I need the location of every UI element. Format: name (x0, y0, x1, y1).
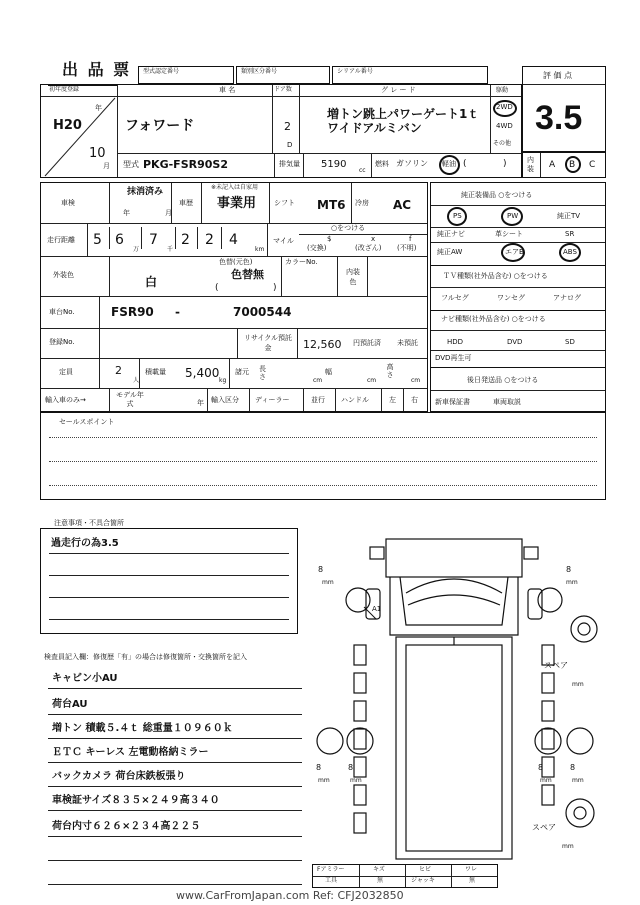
tire-unit: mm (318, 777, 330, 784)
doors-unit: D (287, 141, 293, 149)
mileage-km: km (255, 246, 265, 253)
displacement-label: 排気量 (279, 160, 300, 168)
first-reg-year-unit: 年 (95, 104, 102, 112)
displacement-value: 5190 (321, 159, 347, 170)
shift-label: シフト (274, 199, 295, 207)
divider (297, 328, 298, 358)
mile-label: マイル (273, 237, 294, 245)
tire-depth-rr2: 8 (570, 763, 576, 772)
tv-analog: アナログ (553, 294, 581, 302)
spare-tire-bottom-hub (574, 807, 586, 819)
category-box (236, 66, 330, 84)
equipment-panel (430, 182, 606, 412)
divider (109, 388, 110, 411)
divider (337, 256, 338, 296)
mileage-digit: 5 (93, 232, 102, 248)
inspector-line: バックカメラ 荷台床鉄板張り (52, 771, 186, 782)
cab-body (390, 577, 518, 635)
divider (99, 296, 100, 328)
inspector-rule (48, 884, 302, 885)
grade-label: グ レ ー ド (381, 86, 416, 94)
mileage-f: f (409, 235, 412, 243)
divider (403, 388, 404, 411)
tire-depth-rl2: 8 (348, 763, 354, 772)
repaint-label: 色替(元色) (219, 258, 253, 266)
model-year-label: モデル年式 (116, 391, 144, 408)
divider (99, 358, 100, 388)
legend-tools-value: 無 (377, 877, 384, 884)
windshield (400, 577, 508, 625)
equipment-line (431, 242, 605, 243)
seats-label: 定員 (59, 368, 73, 376)
tire-depth-fl: 8 (318, 565, 324, 574)
equip-aw: 純正AW (437, 248, 463, 256)
interior-a: A (549, 160, 556, 170)
fuel-gasoline: ガソリン (396, 159, 428, 168)
cargo-floor (406, 645, 502, 851)
mileage-dollar: $ (327, 235, 332, 243)
inspector-line: 車検証サイズ８３５×２４９高３４０ (52, 795, 220, 806)
type-cert-box (138, 66, 234, 84)
equip-sr: SR (565, 230, 575, 238)
legend-crack: ヒビ (419, 866, 432, 873)
form-title: 出 品 票 (62, 60, 132, 79)
legend-col (405, 865, 406, 887)
equipment-line (431, 227, 605, 228)
digit-divider (141, 227, 142, 249)
import-type-label: 輸入区分 (211, 396, 239, 404)
rail (354, 673, 366, 693)
mileage-digit: 4 (229, 232, 238, 248)
drive-2wd: 2WD (496, 103, 513, 111)
legend-col (359, 865, 360, 887)
equipment-line (431, 205, 605, 206)
navi-dvd: DVD (507, 338, 523, 346)
divider (381, 388, 382, 411)
sales-points-label: セールスポイント (59, 418, 115, 426)
rail (542, 757, 554, 777)
load-label: 積載量 (145, 368, 166, 376)
divider (351, 183, 352, 223)
divider (281, 256, 282, 296)
recycle-label: リサイクル預託金 (243, 334, 293, 352)
divider (299, 85, 300, 153)
inspector-line: キャビン小AU (52, 673, 118, 684)
history-value: 事業用 (217, 196, 257, 211)
notes-rule (49, 597, 289, 598)
interior-color-label: 内装色 (346, 268, 360, 286)
inspector-line: 増トン 積載５.４ｔ 総重量１０９６０ｋ (52, 723, 233, 734)
vehicle-block (40, 84, 522, 178)
mileage-unknown: (不明) (397, 244, 417, 252)
tire-depth-rr1: 8 (538, 763, 544, 772)
legend-table (312, 864, 498, 888)
equip-ps: PS (453, 212, 462, 220)
interior-c: C (589, 160, 596, 170)
serial-label: シリアル番号 (337, 68, 373, 75)
legend-jack: ジャッキ (411, 877, 435, 884)
inspector-label: 検査員記入欄：修復歴「有」の場合は修復箇所・交換箇所を記入 (44, 653, 247, 661)
mileage-digit: 6 (115, 232, 124, 248)
first-reg-month: 10 (89, 146, 106, 161)
steering-label: ハンドル (341, 396, 369, 404)
equipment-line (431, 330, 605, 331)
divider (272, 85, 273, 153)
tv-fullseg: フルセグ (441, 294, 469, 302)
sales-line (49, 461, 597, 462)
history-note: ※未記入は自家用 (211, 184, 259, 191)
legend-jack-value: 無 (469, 877, 476, 884)
tire-depth-fr: 8 (566, 565, 572, 574)
divider (335, 388, 336, 411)
drive-4wd: 4WD (496, 122, 513, 130)
divider (303, 388, 304, 411)
equipment-line (431, 367, 605, 368)
rear-left-outer-tire (317, 728, 343, 754)
notes-rule (49, 619, 289, 620)
name-label: 車 名 (219, 86, 236, 94)
mileage-x: x (371, 235, 376, 243)
inspector-rule (48, 688, 302, 689)
equip-ps-circle (447, 207, 467, 226)
tire-depth-rl1: 8 (316, 763, 322, 772)
divider (267, 223, 268, 256)
equipment-line (431, 265, 605, 266)
mileage-man: 万 (133, 246, 140, 253)
grade-value: 増トン跳上パワーゲート1ｔワイドアルミバン (327, 107, 480, 135)
fuel-diesel: 軽油 (442, 160, 456, 168)
tire-unit: mm (540, 777, 552, 784)
left-mirror (370, 547, 384, 559)
rail (354, 813, 366, 833)
row-line (41, 223, 427, 224)
legend-scratch: キズ (373, 866, 385, 873)
recycle-amount: 12,560 (303, 338, 342, 351)
damage-mark-a1: A1 (372, 605, 382, 613)
first-reg-era: H20 (53, 118, 82, 133)
divider (139, 358, 140, 388)
steering-left: 左 (389, 396, 396, 404)
spare-tire-bottom (566, 799, 594, 827)
rail (354, 701, 366, 721)
chassis-label: 車台No. (49, 308, 75, 316)
equipment-line (431, 310, 605, 311)
divider (207, 388, 208, 411)
first-reg-label: 初年度登録 (49, 86, 80, 93)
width-label: 幅 (325, 368, 332, 376)
mileage-digit: 2 (205, 232, 214, 248)
repaint-paren-open: ( (215, 283, 219, 293)
first-reg-month-unit: 月 (103, 162, 110, 170)
right-mirror (524, 547, 538, 559)
rail (542, 673, 554, 693)
cargo-body (396, 637, 512, 859)
inspection-status: 抹消済み (127, 187, 164, 197)
interior-b: B (569, 160, 576, 170)
mileage-exchange: (交換) (307, 244, 327, 252)
tire-unit: mm (562, 843, 574, 850)
inspector-line: 荷台AU (52, 699, 88, 710)
digit-divider (109, 227, 110, 249)
navi-hdd: HDD (447, 338, 464, 346)
category-label: 類別区分番号 (241, 68, 278, 75)
score-box (522, 66, 606, 152)
equipment-line (431, 287, 605, 288)
rear-right-outer-tire (567, 728, 593, 754)
load-value: 5,400 (185, 366, 220, 380)
mileage-sub-line (299, 234, 427, 235)
doors-label: ドア数 (274, 86, 292, 93)
inspector-line: ＥＴＣ キーレス 左電動格納ミラー (52, 747, 209, 758)
seats-unit: 人 (133, 377, 140, 384)
dvd-playback: DVD再生可 (435, 354, 472, 362)
divider (171, 183, 172, 223)
vehicle-name: フォワード (125, 118, 195, 134)
tire-unit: mm (350, 777, 362, 784)
cab-roof (386, 539, 522, 577)
doors-value: 2 (284, 120, 291, 133)
legend-col (451, 865, 452, 887)
length-label: 長さ (259, 365, 266, 381)
divider (109, 256, 110, 296)
dims-label: 諸元 (235, 368, 249, 376)
tire-unit: mm (572, 681, 584, 688)
equip-abs-circle (559, 243, 581, 262)
rear-right-inner-tire (535, 728, 561, 754)
ac-label: 冷房 (355, 199, 369, 207)
fuel-paren-close: ) (503, 159, 507, 169)
row-line (41, 388, 427, 389)
legend-mirror: Fアミラー (317, 866, 345, 873)
model-value: PKG-FSR90S2 (143, 158, 228, 171)
spare-tire-top (571, 616, 597, 642)
spare-tire-top-hub (578, 623, 590, 635)
divider (87, 223, 88, 256)
rail (542, 701, 554, 721)
sales-line (49, 437, 597, 438)
navi-title: ナビ種類(社外品含む) ○をつける (441, 315, 546, 323)
divider (490, 85, 491, 153)
equip-tv: 純正TV (557, 212, 581, 220)
repaint-paren-close: ) (273, 283, 277, 293)
chassis-prefix: FSR90 (111, 305, 154, 319)
mileage-sen: 千 (167, 246, 174, 253)
import-label: 輸入車のみ→ (45, 396, 86, 404)
inspector-rule (48, 810, 302, 811)
digit-divider (197, 227, 198, 249)
import-dealer: ディーラー (255, 396, 290, 404)
equipment-line (431, 350, 605, 351)
digit-divider (221, 227, 222, 249)
equip-abs: ABS (563, 248, 577, 256)
inspector-rule (48, 714, 302, 715)
notes-line-1: 過走行の為3.5 (51, 538, 119, 549)
rail (542, 785, 554, 805)
height-label: 高さ (386, 363, 394, 379)
tv-oneseg: ワンセグ (497, 294, 525, 302)
divider (367, 256, 368, 296)
inspector-rule (48, 836, 302, 837)
chassis-number: 7000544 (233, 305, 292, 319)
notes-box (40, 528, 298, 634)
footer-watermark: www.CarFromJapan.com Ref: CFJ2032850 (176, 889, 404, 902)
divider (540, 153, 541, 177)
rail (354, 645, 366, 665)
rail (542, 729, 554, 749)
dash-curve (408, 595, 500, 605)
rail (354, 729, 366, 749)
interior-label: 内装 (527, 156, 534, 173)
divider (99, 328, 100, 358)
mileage-label: 走行距離 (47, 236, 75, 244)
divider (109, 183, 110, 223)
equip-pw-circle (501, 207, 523, 226)
divider (117, 85, 118, 177)
spare-label-top: スペア (544, 661, 568, 670)
later-title: 後日発送品 ○をつける (467, 376, 539, 384)
score-value: 3.5 (535, 99, 583, 137)
interior-box (522, 152, 606, 178)
inspector-rule (48, 738, 302, 739)
rail (354, 757, 366, 777)
width-unit: cm (367, 377, 377, 384)
divider (249, 388, 250, 411)
equip-pw: PW (507, 212, 519, 220)
windshield-curve (406, 579, 502, 593)
mileage-digit: 2 (181, 232, 190, 248)
inspector-rule (48, 786, 302, 787)
divider (274, 153, 275, 177)
recycle-unpaid: 未預託 (397, 339, 418, 347)
mileage-modified: (改ざん) (355, 244, 382, 252)
drive-label: 駆動 (496, 87, 509, 94)
divider (303, 153, 304, 177)
steering-right: 右 (411, 396, 418, 404)
model-row-line (117, 153, 521, 154)
height-unit: cm (411, 377, 421, 384)
displacement-unit: cc (359, 167, 366, 174)
inspector-rule (48, 860, 302, 861)
divider (237, 328, 238, 358)
exterior-color-value: 白 (145, 275, 158, 289)
fuel-paren-open: ( (463, 159, 467, 169)
import-parallel: 並行 (311, 396, 325, 404)
seats-value: 2 (115, 364, 122, 377)
notes-label: 注意事項・不具合箇所 (54, 519, 124, 527)
sales-points-box (40, 412, 606, 500)
model-label: 型式 (123, 160, 139, 169)
serial-box (332, 66, 488, 84)
load-unit: kg (219, 377, 227, 384)
equipment-line (431, 390, 605, 391)
tire-unit: mm (572, 777, 584, 784)
shift-value: MT6 (317, 198, 346, 212)
inspector-line: 荷台内寸６２６×２３４高２２５ (52, 821, 201, 832)
recycle-paid: 円預託済 (353, 339, 381, 347)
divider (229, 358, 230, 388)
divider (269, 183, 270, 223)
import-year-unit: 年 (197, 399, 204, 407)
type-cert-label: 型式認定番号 (143, 68, 180, 75)
fuel-label: 燃料 (375, 160, 389, 168)
ac-value: AC (393, 198, 412, 212)
divider (371, 153, 372, 177)
sales-line (49, 485, 597, 486)
chassis-dash: - (175, 305, 180, 319)
tire-unit: mm (322, 579, 334, 586)
tv-title: ＴＶ種類(社外品含む) ○をつける (443, 272, 548, 280)
later-manual: 車両取説 (493, 398, 521, 406)
divider (201, 183, 202, 223)
repaint-value: 色替無 (231, 268, 264, 281)
inspector-area (40, 662, 302, 892)
inspection-year: 年 (123, 209, 130, 217)
later-warranty: 新車保証書 (435, 398, 470, 406)
mileage-circle-note: ○をつける (331, 224, 366, 232)
inspection-month: 月 (165, 209, 172, 217)
navi-sd: SD (565, 338, 575, 346)
score-divider (523, 84, 605, 85)
score-label: 評 価 点 (543, 71, 573, 80)
drive-other: その他 (493, 140, 512, 147)
spare-label-bottom: スペア (532, 823, 556, 832)
equip-navi: 純正ナビ (437, 230, 465, 238)
history-label: 車歴 (179, 199, 193, 207)
equip-airbag-circle (501, 243, 525, 262)
registration-label: 登録No. (49, 338, 75, 346)
tire-unit: mm (566, 579, 578, 586)
equip-airbag: エアB (505, 248, 524, 256)
exterior-color-label: 外装色 (53, 271, 74, 279)
spec-grid (40, 182, 428, 412)
color-no-label: カラーNo. (285, 258, 318, 266)
inspector-rule (48, 762, 302, 763)
rail (354, 785, 366, 805)
legend-tools: 工具 (325, 877, 338, 884)
row-line (41, 256, 427, 257)
inspection-label: 車検 (61, 199, 75, 207)
notes-rule (49, 575, 289, 576)
mileage-digit: 7 (149, 232, 158, 248)
legend-break: ワレ (465, 866, 478, 873)
equip-leather: 革シート (495, 230, 523, 238)
equipment-title: 純正装備品 ○をつける (461, 191, 533, 199)
digit-divider (175, 227, 176, 249)
notes-rule (49, 553, 289, 554)
rear-left-inner-tire (347, 728, 373, 754)
length-unit: cm (313, 377, 323, 384)
truck-diagram (300, 525, 606, 865)
